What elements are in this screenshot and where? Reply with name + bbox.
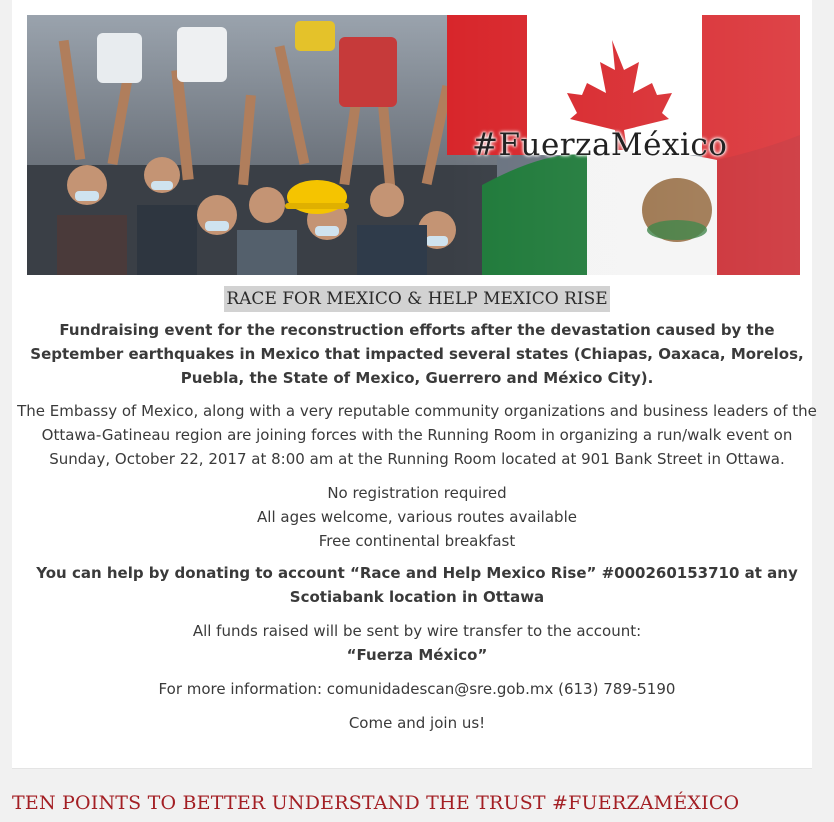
crowd-photo bbox=[27, 15, 497, 275]
detail-item: All ages welcome, various routes available bbox=[257, 508, 577, 526]
call-to-action: Come and join us! bbox=[348, 714, 486, 732]
banner-hashtag: #FuerzaMéxico bbox=[472, 127, 728, 163]
banner-image bbox=[27, 15, 800, 275]
funds-line: All funds raised will be sent by wire transfer to the account: bbox=[192, 622, 642, 640]
article-content bbox=[12, 286, 822, 735]
funds-account: “Fuerza México” bbox=[346, 646, 488, 664]
donation-paragraph: You can help by donating to account “Race and Help Mexico Rise” #000260153710 at any Scotiabank location in Ottawa bbox=[36, 564, 798, 606]
contact-info: For more information: comunidadescan@sre.gob.mx (613) 789-5190 bbox=[158, 680, 676, 698]
intro-paragraph: Fundraising event for the reconstruction efforts after the devastation caused by the September earthquakes in Mexico that impacted several states (Chiapas, Oaxaca, Morelos, Puebla, the State of Mexico, Guerrero and México City). bbox=[30, 321, 804, 387]
embassy-paragraph: The Embassy of Mexico, along with a very reputable community organizations and business leaders of the Ottawa-Gatineau region are joining forces with the Running Room in organizing a run/walk event on Sunday, October 22, 2017 at 8:00 am at the Running Room located at 901 Bank Street in Ottawa. bbox=[17, 402, 817, 468]
detail-item: No registration required bbox=[327, 484, 507, 502]
funds-paragraph bbox=[12, 619, 822, 667]
section-divider bbox=[12, 768, 812, 769]
detail-item: Free continental breakfast bbox=[318, 532, 516, 550]
page-title: RACE FOR MEXICO & HELP MEXICO RISE bbox=[224, 286, 609, 312]
event-details bbox=[12, 481, 822, 553]
next-section-heading[interactable]: TEN POINTS TO BETTER UNDERSTAND THE TRUST #FUERZAMÉXICO bbox=[12, 792, 740, 814]
